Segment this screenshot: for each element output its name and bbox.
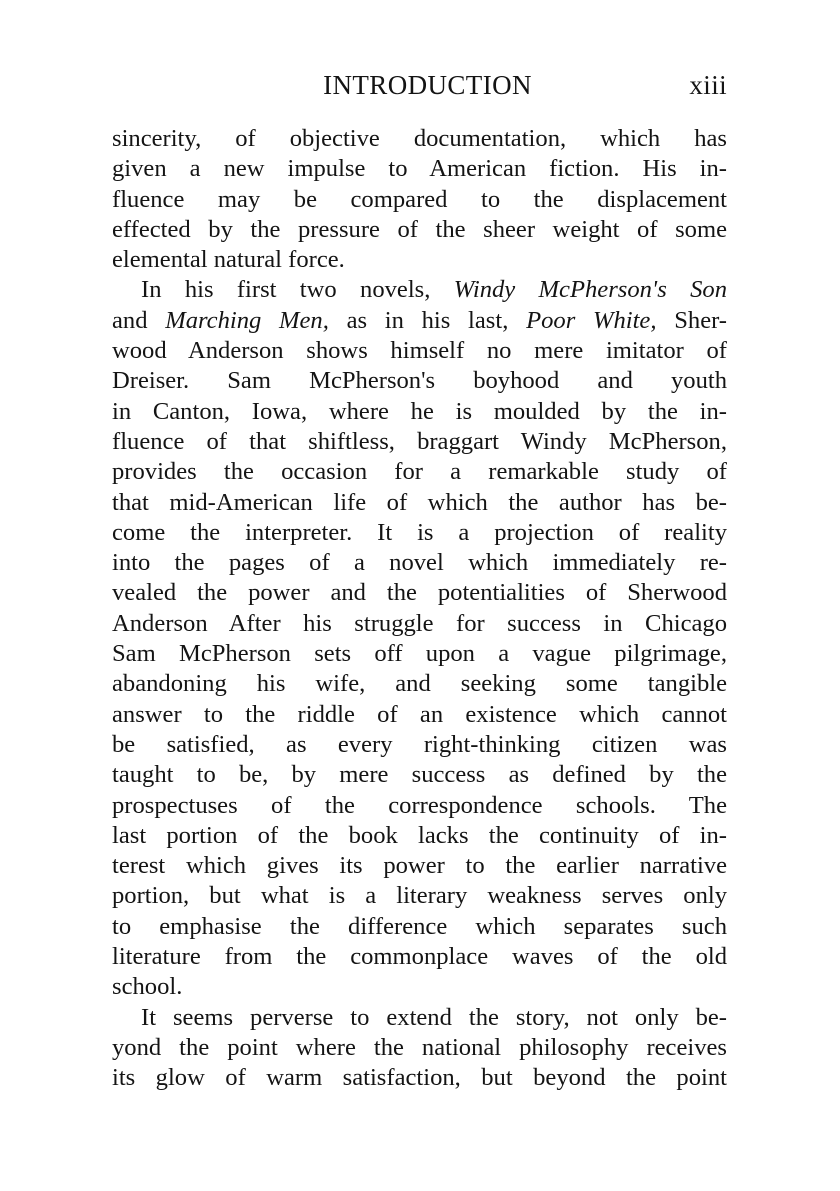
text-line: portion, but what is a literary weakness serves only <box>112 882 727 910</box>
text-line: sincerity, of objective documentation, which has <box>112 125 727 152</box>
text-line: Anderson After his struggle for success in Chicago <box>112 609 727 637</box>
text-run: In his first two novels, <box>141 276 431 304</box>
body-text <box>112 124 727 1094</box>
text-line: effected by the pressure of the sheer weight of some <box>112 215 727 243</box>
text-line: in Canton, Iowa, where he is moulded by the in- <box>112 397 727 425</box>
text-line: given a new impulse to American fiction. His in- <box>112 155 727 183</box>
text-run: and <box>112 306 148 334</box>
text-line: Dreiser. Sam McPherson's boyhood and youth <box>112 367 727 395</box>
text-line: into the pages of a novel which immediately re- <box>112 549 727 577</box>
text-line: terest which gives its power to the earlier narrative <box>112 852 727 880</box>
text-line: yond the point where the national philosophy receives <box>112 1033 727 1061</box>
text-line: fluence may be compared to the displacement <box>112 185 727 213</box>
text-line: literature from the commonplace waves of the old <box>112 943 727 971</box>
running-head <box>112 70 727 106</box>
text-line: that mid-American life of which the author has be- <box>112 488 727 516</box>
text-line: abandoning his wife, and seeking some tangible <box>112 670 727 698</box>
text-line: school. <box>112 973 183 1001</box>
text-line: It seems perverse to extend the story, not only be- <box>141 1003 727 1031</box>
text-line-mixed <box>112 275 727 305</box>
book-title-italic: Windy McPherson's Son <box>453 276 727 304</box>
text-run: Sher- <box>674 306 727 334</box>
text-line: Sam McPherson sets off upon a vague pilgrimage, <box>112 640 727 668</box>
text-line: answer to the riddle of an existence which cannot <box>112 700 727 728</box>
text-line: be satisfied, as every right-thinking citizen was <box>112 730 727 758</box>
text-line: taught to be, by mere success as defined by the <box>112 761 727 789</box>
text-line: wood Anderson shows himself no mere imitator of <box>112 337 727 365</box>
text-line-mixed <box>112 306 727 336</box>
running-title: INTRODUCTION <box>323 70 532 100</box>
text-line: its glow of warm satisfaction, but beyond the point <box>112 1064 727 1092</box>
text-line: provides the occasion for a remarkable study of <box>112 458 727 486</box>
text-line: vealed the power and the potentialities of Sherwood <box>112 579 727 607</box>
text-line: last portion of the book lacks the continuity of in- <box>112 821 727 849</box>
page-number: xiii <box>689 70 727 100</box>
book-title-italic: Marching Men, <box>165 306 329 334</box>
text-line: come the interpreter. It is a projection of reality <box>112 518 727 546</box>
text-line: elemental natural force. <box>112 246 345 274</box>
text-line: to emphasise the difference which separates such <box>112 912 727 940</box>
book-title-italic: Poor White, <box>526 306 657 334</box>
text-line: prospectuses of the correspondence schools. The <box>112 791 727 819</box>
text-run: as in his last, <box>346 306 509 334</box>
text-line: fluence of that shiftless, braggart Windy McPherson, <box>112 427 727 455</box>
